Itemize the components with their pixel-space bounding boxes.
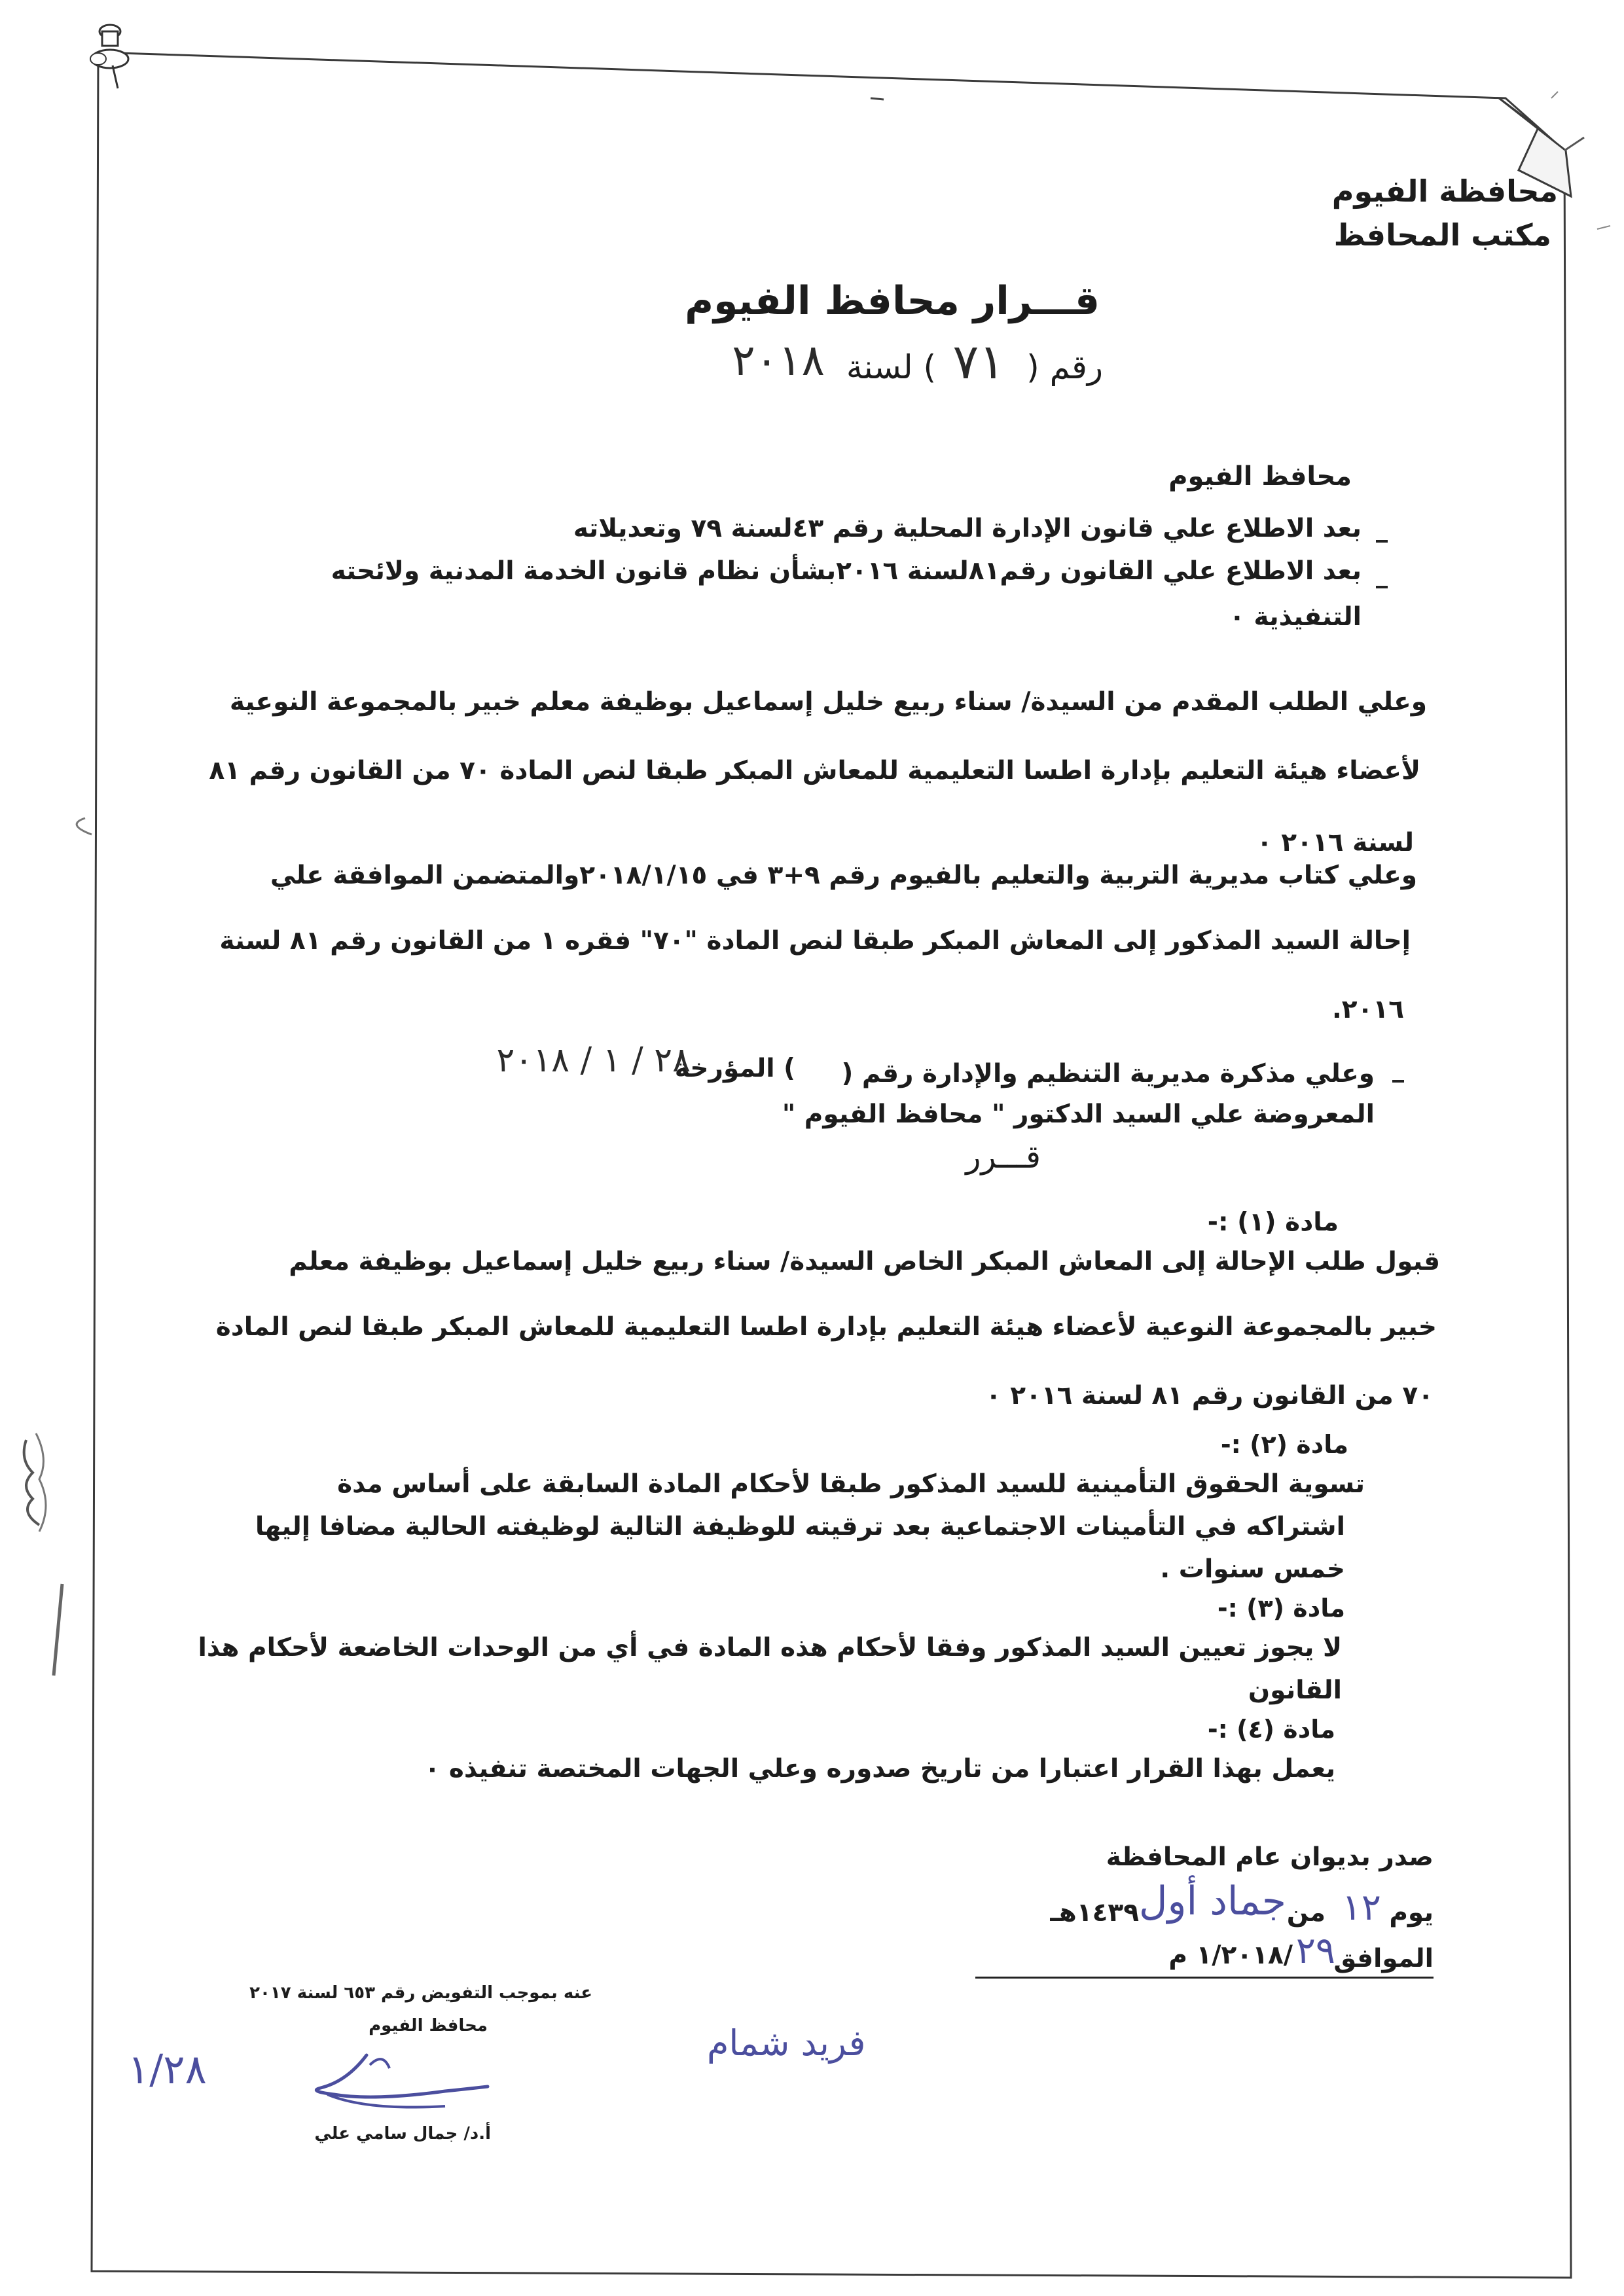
preamble-item-1: بعد الاطلاع علي قانون الإدارة المحلية رقم ٤٣لسنة ٧٩ وتعديلاته (573, 514, 1362, 543)
issued-month-label: من (1286, 1898, 1326, 1928)
memo-line1 (458, 1041, 1375, 1100)
memo-dated: ) المؤرخة (674, 1054, 795, 1083)
signature-title: محافظ الفيوم (369, 2016, 488, 2036)
decree-number-prefix: رقم ( (1026, 348, 1103, 386)
preamble-item-2-cont: التنفيذية ٠ (1229, 602, 1362, 632)
issued-day-label: يوم (1389, 1898, 1434, 1928)
bullet-3 (1392, 1080, 1404, 1083)
issued-hijri-year: ١٤٣٩هـ (1050, 1898, 1139, 1928)
bullet-2 (1376, 586, 1388, 588)
article-1-line2: خبير بالمجموعة النوعية لأعضاء هيئة التعليم بإدارة اطسا التعليمية للمعاش المبكر طبقا لنص المادة (215, 1312, 1437, 1342)
bullet-1 (1376, 540, 1388, 543)
signatory-name: أ.د/ جمال سامي علي (314, 2124, 491, 2144)
decree-number-line (645, 334, 1103, 393)
issued-line: صدر بديوان عام المحافظة (1106, 1842, 1434, 1872)
paragraph1-line2: لأعضاء هيئة التعليم بإدارة اطسا التعليمية للمعاش المبكر طبقا لنص المادة ٧٠ من القانون رقم ٨١ (209, 756, 1420, 785)
article-1-line1: قبول طلب الإحالة إلى المعاش المبكر الخاص السيدة/ سناء ربيع خليل إسماعيل بوظيفة معلم (289, 1247, 1440, 1276)
article-2-line1: تسوية الحقوق التأمينية للسيد المذكور طبقا لأحكام المادة السابقة على أساس مدة (337, 1469, 1365, 1499)
decree-page (98, 46, 1561, 2281)
decree-number-handwritten: ٧١ (952, 334, 1005, 390)
signature-date-handwritten: ١/٢٨ (128, 2045, 207, 2093)
paragraph1-line3: لسنة ٢٠١٦ ٠ (1256, 828, 1414, 857)
article-4-heading: مادة (٤) :- (1207, 1715, 1335, 1744)
governorate-name: محافظة الفيوم (1331, 173, 1558, 209)
article-2-line3: خمس سنوات . (1160, 1554, 1345, 1584)
issued-gregorian-date: /١/٢٠١٨ م (1168, 1941, 1293, 1970)
memo-prefix: وعلي مذكرة مديرية التنظيم والإدارة رقم ( (841, 1059, 1375, 1088)
paragraph2-line1: وعلي كتاب مديرية التربية والتعليم بالفيوم رقم ٩+٣ في ٢٠١٨/١/١٥والمتضمن الموافقة علي (270, 861, 1417, 890)
article-3-line2: القانون (1248, 1676, 1342, 1705)
issued-gregorian-day-handwritten: ٢٩ (1295, 1929, 1335, 1972)
article-4-line1: يعمل بهذا القرار اعتبارا من تاريخ صدوره وعلي الجهات المختصة تنفيذه ٠ (424, 1754, 1335, 1784)
paragraph2-line3: ٢٠١٦. (1331, 995, 1404, 1024)
scan-streak (54, 1584, 62, 1676)
paragraph2-line2: إحالة السيد المذكور إلى المعاش المبكر طبقا لنص المادة "٧٠" فقره ١ من القانون رقم ٨١ لسنة (219, 926, 1411, 956)
decree-title: قـــرار محافظ الفيوم (685, 278, 1100, 324)
issued-gregorian-label: الموافق (1333, 1944, 1434, 1973)
preamble-item-2: بعد الاطلاع علي القانون رقم٨١لسنة ٢٠١٦بشأن نظام قانون الخدمة المدنية ولائحته (331, 556, 1362, 586)
decree-year-handwritten: ٢٠١٨ (732, 335, 825, 386)
article-3-heading: مادة (٣) :- (1217, 1594, 1345, 1623)
issued-month-handwritten: جماد أول (1138, 1878, 1286, 1924)
decided-heading: قـــرر (965, 1139, 1041, 1175)
article-3-line1: لا يجوز تعيين السيد المذكور وفقا لأحكام هذه المادة في أي من الوحدات الخاضعة لأحكام هذا (198, 1633, 1342, 1662)
issued-day-handwritten: ١٢ (1341, 1886, 1381, 1929)
issued-gregorian-line (975, 1918, 1434, 1979)
reviewer-signature-handwritten: فريد شمام (707, 2022, 866, 2064)
preamble-authority: محافظ الفيوم (1168, 461, 1352, 492)
article-1-heading: مادة (١) :- (1207, 1208, 1339, 1237)
article-1-line3: ٧٠ من القانون رقم ٨١ لسنة ٢٠١٦ ٠ (985, 1381, 1434, 1410)
office-name: مكتب المحافظ (1333, 217, 1551, 253)
binder-clip-icon (24, 1433, 46, 1532)
memo-date-handwritten: ٢٨ / ١ / ٢٠١٨ (496, 1041, 691, 1080)
article-2-heading: مادة (٢) :- (1220, 1430, 1348, 1459)
paragraph1-line1: وعلي الطلب المقدم من السيدة/ سناء ربيع خليل إسماعيل بوظيفة معلم خبير بالمجموعة النوعية (229, 687, 1427, 717)
governor-signature-icon (229, 2029, 504, 2121)
decree-number-suffix: ) لسنة (846, 348, 936, 386)
article-2-line2: اشتراكه في التأمينات الاجتماعية بعد ترقيته للوظيفة التالية لوظيفته الحالية مضافا إليها (255, 1512, 1345, 1541)
memo-line2: المعروضة علي السيد الدكتور " محافظ الفيوم " (782, 1100, 1375, 1129)
delegation-text: عنه بموجب التفويض رقم ٦٥٣ لسنة ٢٠١٧ (249, 1983, 592, 2003)
